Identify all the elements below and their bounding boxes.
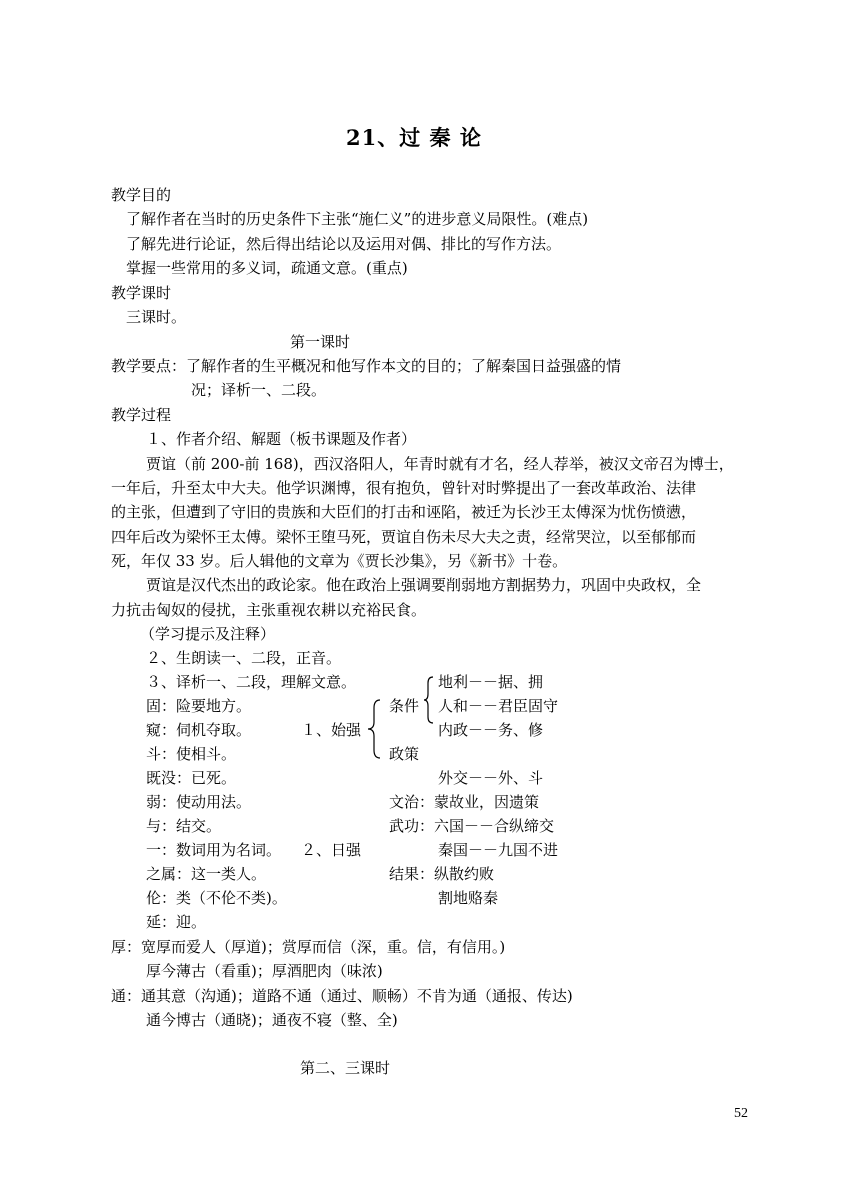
keypoints-line2: 况；译析一、二段。 [191, 381, 327, 399]
process-heading: 教学过程 [111, 406, 172, 424]
big-brace-icon [366, 698, 384, 760]
board-riqiang: ２、日强 [301, 841, 362, 859]
glossary-item: 延：迎。 [146, 913, 207, 931]
bio-line: 贾谊（前 200-前 168)，西汉洛阳人，年青时就有才名，经人荐举，被汉文帝召为博士， [146, 455, 734, 473]
bio-line: 死，年仅 33 岁。后人辑他的文章为《贾长沙集》，另《新书》十卷。 [111, 552, 568, 570]
polysemy-line: 通今博古（通晓)；通夜不寝（整、全) [146, 1011, 398, 1029]
board-jieguo: 结果：纵散约败 [389, 865, 495, 883]
study-note: （学习提示及注释） [140, 625, 276, 643]
board-waijiao: 外交－－外、斗 [438, 769, 544, 787]
glossary-item: 既没：已死。 [146, 769, 237, 787]
objective-item: 了解作者在当时的历史条件下主张“施仁义”的进步意义局限性。(难点) [126, 210, 589, 228]
objective-item: 掌握一些常用的多义词，疏通文意。(重点) [126, 259, 408, 277]
glossary-item: 与：结交。 [146, 817, 222, 835]
glossary-item: 斗：使相斗。 [146, 745, 237, 763]
board-wugong: 武功：六国－－合纵缔交 [389, 817, 555, 835]
polysemy-line: 通：通其意（沟通)；道路不通（通过、顺畅）不肯为通（通报、传达) [111, 987, 573, 1005]
objectives-heading: 教学目的 [111, 186, 172, 204]
bio-line: 的主张，但遭到了守旧的贵族和大臣们的打击和诬陷，被迁为长沙王太傅深为忧伤愤懑， [111, 503, 697, 521]
board-zhengce: 政策 [389, 745, 420, 763]
step-1: １、作者介绍、解题（板书课题及作者） [146, 430, 417, 448]
page-title: 21、过 秦 论 [346, 125, 482, 150]
step-2: ２、生朗读一、二段，正音。 [146, 649, 342, 667]
board-tiaojian-item: 内政－－务、修 [438, 721, 544, 739]
hours-value: 三课时。 [126, 308, 187, 326]
polysemy-line: 厚今薄古（看重)；厚酒肥肉（味浓) [146, 962, 383, 980]
lesson23-heading: 第二、三课时 [300, 1059, 391, 1077]
board-wugong-qin: 秦国－－九国不进 [438, 841, 559, 859]
board-wenzhi: 文治：蒙故业，因遗策 [389, 793, 540, 811]
hours-heading: 教学课时 [111, 284, 172, 302]
glossary-item: 一：数词用为名词。 [146, 841, 282, 859]
board-shiqiang: １、始强 [301, 721, 362, 739]
keypoints-line1: 教学要点：了解作者的生平概况和他写作本文的目的；了解秦国日益强盛的情 [111, 357, 622, 375]
small-brace-icon [422, 675, 436, 725]
politics-line: 贾谊是汉代杰出的政论家。他在政治上强调要削弱地方割据势力，巩固中央政权，全 [146, 576, 702, 594]
politics-line: 力抗击匈奴的侵扰，主张重视农耕以充裕民食。 [111, 601, 427, 619]
lesson1-heading: 第一课时 [290, 333, 351, 351]
glossary-item: 弱：使动用法。 [146, 793, 252, 811]
board-tiaojian-item: 人和－－君臣固守 [438, 697, 559, 715]
page-number: 52 [734, 1106, 748, 1121]
glossary-item: 伦：类（不伦不类)。 [146, 889, 287, 907]
objective-item: 了解先进行论证，然后得出结论以及运用对偶、排比的写作方法。 [126, 235, 562, 253]
bio-line: 四年后改为梁怀王太傅。梁怀王堕马死，贾谊自伤未尽大夫之责，经常哭泣，以至郁郁而 [111, 528, 697, 546]
bio-line: 一年后，升至太中大夫。他学识渊博，很有抱负，曾针对时弊提出了一套改革政治、法律 [111, 479, 697, 497]
polysemy-line: 厚：宽厚而爱人（厚道)；赏厚而信（深，重。信，有信用。) [111, 938, 506, 956]
glossary-item: 固：险要地方。 [146, 697, 252, 715]
glossary-item: 之属：这一类人。 [146, 865, 267, 883]
glossary-item: 窥：伺机夺取。 [146, 721, 252, 739]
step-3: ３、译析一、二段，理解文意。 [146, 673, 357, 691]
board-tiaojian-item: 地利－－据、拥 [438, 673, 544, 691]
board-tiaojian: 条件 [389, 697, 420, 715]
board-jieguo-2: 割地赂秦 [438, 889, 499, 907]
